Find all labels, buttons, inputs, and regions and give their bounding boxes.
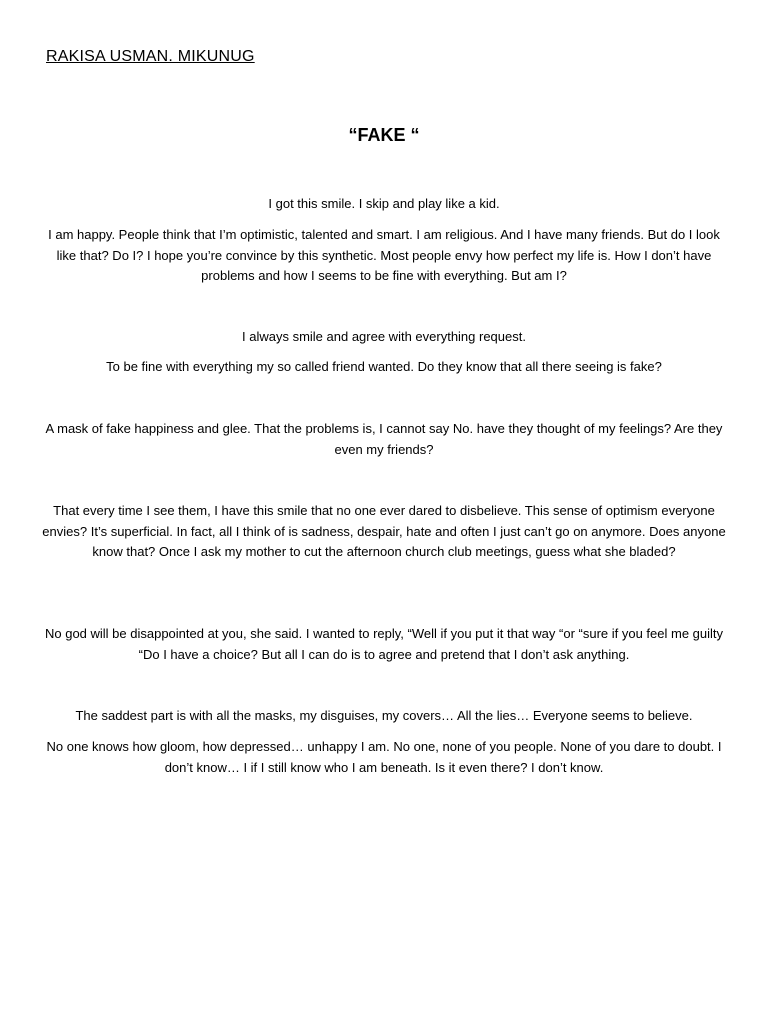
poem-title: “FAKE “ bbox=[348, 125, 420, 145]
paragraph: No one knows how gloom, how depressed… unhappy I am. No one, none of you people. None of you dare to doubt. I don’t know… I if I still know who I am beneath. Is it even there? I don’t know. bbox=[46, 739, 722, 775]
paragraph: That every time I see them, I have this smile that no one ever dared to disbelieve. This sense of optimism everyone envies? It’s superficial. In fact, all I think of is sadness, despair, hate and often I just can’t go on anymore. Does anyone know that? Once I ask my mother to cut the afternoon church club meetings, guess what she bladed? bbox=[42, 503, 726, 559]
paragraph: I always smile and agree with everything request. bbox=[242, 329, 526, 344]
paragraph: To be fine with everything my so called friend wanted. Do they know that all there seeing is fake? bbox=[106, 359, 662, 374]
author-name: RAKISA USMAN. MIKUNUG bbox=[46, 48, 255, 65]
paragraph: A mask of fake happiness and glee. That the problems is, I cannot say No. have they thought of my feelings? Are they even my friends? bbox=[45, 421, 723, 457]
paragraph: I got this smile. I skip and play like a kid. bbox=[268, 196, 500, 211]
paragraph: I am happy. People think that I’m optimistic, talented and smart. I am religious. And I have many friends. But do I look like that? Do I? I hope you’re convince by this synthetic. Most people envy how perfect my life is. How I don’t have problems and how I seems to be fine with everything. But am I? bbox=[48, 227, 720, 283]
paragraph: The saddest part is with all the masks, my disguises, my covers… All the lies… Everyone seems to believe. bbox=[75, 708, 693, 723]
paragraph: No god will be disappointed at you, she said. I wanted to reply, “Well if you put it that way “or “sure if you feel me guilty “Do I have a choice? But all I can do is to agree and pretend that I don’t ask anything. bbox=[44, 626, 724, 662]
